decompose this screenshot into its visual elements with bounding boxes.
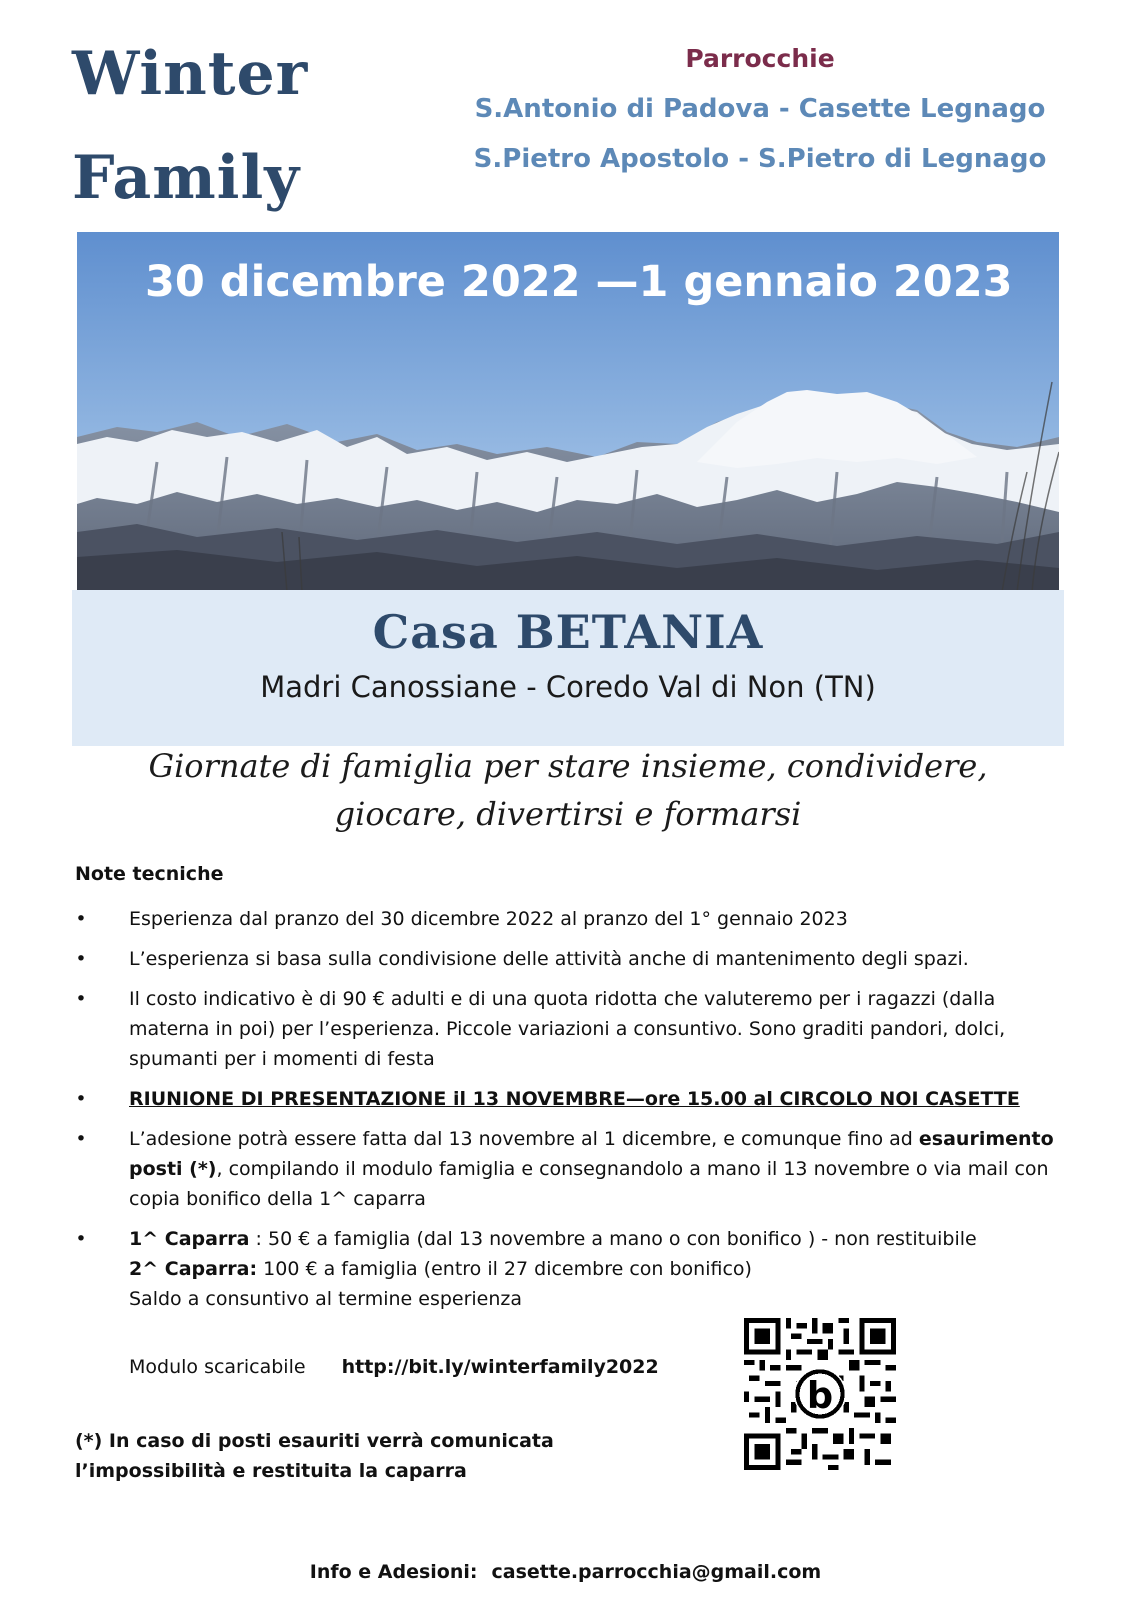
parish-line-pietro: S.Pietro Apostolo - S.Pietro di Legnago	[473, 144, 1047, 174]
bullet-icon: •	[75, 1228, 87, 1250]
bullet-icon: •	[75, 1128, 87, 1150]
deposit-line-1	[129, 1224, 1055, 1254]
parish-block	[450, 34, 1070, 184]
qr-logo-letter: b	[806, 1374, 834, 1418]
deposit-2-text: 100 € a famiglia (entro il 27 dicembre con bonifico)	[257, 1258, 752, 1280]
tagline	[72, 742, 1064, 838]
qr-code-icon	[744, 1318, 896, 1470]
note-text: Esperienza dal pranzo del 30 dicembre 2022 al pranzo del 1° gennaio 2023	[129, 908, 848, 930]
note-bold: esaurimento posti (*)	[129, 1128, 1054, 1180]
event-dates: 30 dicembre 2022 —1 gennaio 2023	[145, 257, 1013, 307]
casa-title: Casa BETANIA	[372, 605, 764, 659]
deposit-line-2	[129, 1254, 1055, 1284]
casa-subtitle: Madri Canossiane - Coredo Val di Non (TN)	[260, 670, 876, 704]
parish-line-antonio: S.Antonio di Padova - Casette Legnago	[474, 94, 1046, 124]
download-row	[129, 1352, 659, 1382]
note-text: L’esperienza si basa sulla condivisione delle attività anche di mantenimento degli spazi.	[129, 948, 969, 970]
list-item	[75, 1084, 1055, 1114]
footnote-line-2: l’impossibilità e restituita la caparra	[75, 1460, 467, 1482]
list-item	[75, 904, 1055, 934]
deposit-1-text: : 50 € a famiglia (dal 13 novembre a mano o con bonifico ) - non restituibile	[249, 1228, 977, 1250]
title-line-family: Family	[72, 143, 301, 213]
list-item	[75, 1224, 1055, 1314]
meeting-notice: RIUNIONE DI PRESENTAZIONE il 13 NOVEMBRE—ore 15.00 al CIRCOLO NOI CASETTE	[129, 1088, 1020, 1110]
notes-heading: Note tecniche	[75, 863, 224, 885]
footnote-line-1: (*) In caso di posti esauriti verrà comunicata	[75, 1430, 554, 1452]
bullet-icon: •	[75, 1088, 87, 1110]
list-item	[75, 1124, 1055, 1214]
contact-email-link[interactable]: casette.parrocchia@gmail.com	[491, 1561, 822, 1583]
bullet-icon: •	[75, 908, 87, 930]
download-label: Modulo scaricabile	[129, 1356, 306, 1378]
note-text: , compilando il modulo famiglia e consegnandolo a mano il 13 novembre o via mail con copia bonifico della 1^ caparra	[129, 1158, 1049, 1210]
bullet-icon: •	[75, 948, 87, 970]
download-link[interactable]: http://bit.ly/winterfamily2022	[341, 1356, 659, 1378]
deposit-1-label: 1^ Caparra	[129, 1228, 250, 1250]
list-item	[75, 944, 1055, 974]
list-item	[75, 984, 1055, 1074]
tagline-line-1: Giornate di famiglia per stare insieme, condividere,	[148, 747, 988, 785]
footnote	[75, 1426, 595, 1486]
flyer-title	[72, 22, 392, 230]
note-text: Il costo indicativo è di 90 € adulti e di una quota ridotta che valuteremo per i ragazzi (dalla materna in poi) per l’esperienza. Piccole variazioni a consuntivo. Sono graditi pandori, dolci, spumanti per i momenti di festa	[129, 988, 1006, 1070]
footer-contact	[0, 1558, 1131, 1586]
deposit-2-label: 2^ Caparra:	[129, 1258, 258, 1280]
parish-heading: Parrocchie	[685, 44, 835, 73]
note-text: L’adesione potrà essere fatta dal 13 novembre al 1 dicembre, e comunque fino ad	[129, 1128, 919, 1150]
deposit-line-3: Saldo a consuntivo al termine esperienza	[129, 1288, 523, 1310]
bullet-icon: •	[75, 988, 87, 1010]
tagline-line-2: giocare, divertirsi e formarsi	[334, 795, 802, 833]
footer-label: Info e Adesioni:	[309, 1561, 478, 1583]
title-line-winter: Winter	[72, 39, 309, 109]
notes-list	[75, 904, 1055, 1324]
